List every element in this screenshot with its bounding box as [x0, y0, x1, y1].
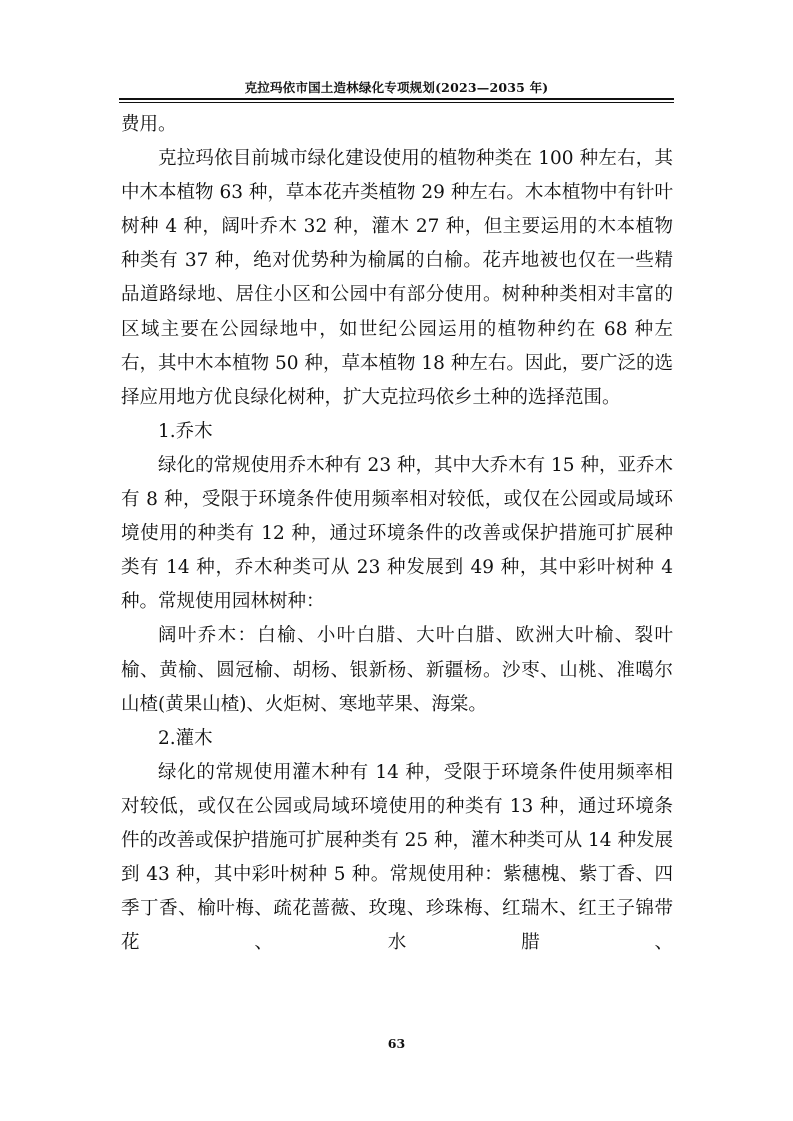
page-number: 63: [387, 1036, 406, 1051]
header-rule-thin: [119, 102, 674, 103]
paragraph-broadleaf-trees: 阔叶乔木：白榆、小叶白腊、大叶白腊、欧洲大叶榆、裂叶榆、黄榆、圆冠榆、胡杨、银新杨、新疆杨。沙枣、山桃、准噶尔山楂(黄果山楂)、火炬树、寒地苹果、海棠。: [121, 625, 673, 715]
header-rule-thick: [119, 98, 674, 100]
document-body: [121, 108, 673, 960]
paragraph-plant-species-overview: 克拉玛依目前城市绿化建设使用的植物种类在 100 种左右，其中木本植物 63 种，草本花卉类植物 29 种左右。木本植物中有针叶树种 4 种，阔叶乔木 32 种，灌木 27 种，但主要运用的木本植物种类有 37 种，绝对优势种为榆属的白榆。花卉地被也仅在一些精品道路绿地、居住小区和公园中有部分使用。树种种类相对丰富的区域主要在公园绿地中，如世纪公园运用的植物种约在 68 种左右，其中木本植物 50 种，草本植物 18 种左右。因此，要广泛的选择应用地方优良绿化树种，扩大克拉玛依乡土种的选择范围。: [121, 148, 673, 408]
section-heading-trees: 1.乔木: [158, 420, 213, 442]
paragraph-continuation: 费用。: [121, 114, 177, 135]
paragraph-shrubs: 绿化的常规使用灌木种有 14 种，受限于环境条件使用频率相对较低，或仅在公园或局域环境使用的种类有 13 种，通过环境条件的改善或保护措施可扩展种类有 25 种，灌木种类可从 14 种发展到 43 种，其中彩叶树种 5 种。常规使用种：紫穗槐、紫丁香、四季丁香、榆叶梅、疏花蔷薇、玫瑰、珍珠梅、红瑞木、红王子锦带花、水腊、: [121, 761, 673, 954]
paragraph-trees: 绿化的常规使用乔木种有 23 种，其中大乔木有 15 种，亚乔木有 8 种，受限于环境条件使用频率相对较低，或仅在公园或局域环境使用的种类有 12 种，通过环境条件的改善或保护措施可扩展种类有 14 种，乔木种类可从 23 种发展到 49 种，其中彩叶树种 4 种。常规使用园林树种：: [121, 454, 673, 613]
section-heading-shrubs: 2.灌木: [158, 727, 213, 749]
running-header: 克拉玛依市国土造林绿化专项规划(2023—2035 年): [244, 80, 549, 95]
